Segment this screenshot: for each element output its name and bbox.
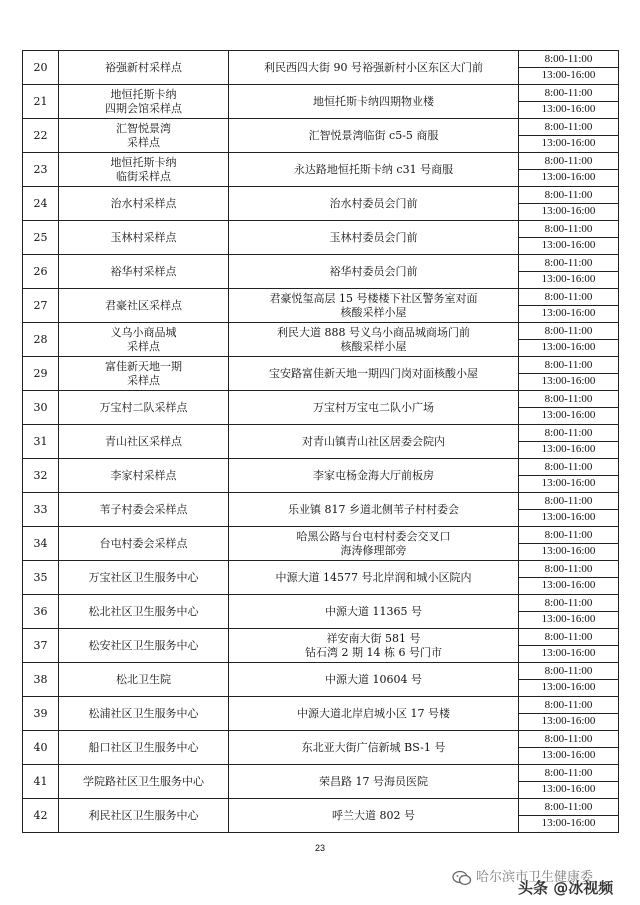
sampling-hours bbox=[519, 119, 619, 153]
row-number: 41 bbox=[23, 765, 59, 799]
site-name: 裕强新村采样点 bbox=[59, 51, 229, 85]
afternoon-hours: 13:00-16:00 bbox=[519, 543, 618, 559]
sampling-hours bbox=[519, 527, 619, 561]
table-row bbox=[23, 663, 619, 697]
table-row bbox=[23, 799, 619, 833]
afternoon-hours: 13:00-16:00 bbox=[519, 441, 618, 457]
site-name: 义乌小商品城 采样点 bbox=[59, 323, 229, 357]
morning-hours: 8:00-11:00 bbox=[544, 631, 593, 643]
site-address: 宝安路富佳新天地一期四门岗对面核酸小屋 bbox=[229, 357, 519, 391]
table-row bbox=[23, 459, 619, 493]
morning-hours: 8:00-11:00 bbox=[544, 665, 593, 677]
morning-hours: 8:00-11:00 bbox=[544, 733, 593, 745]
site-address: 君豪悦玺高层 15 号楼楼下社区警务室对面 核酸采样小屋 bbox=[229, 289, 519, 323]
afternoon-hours: 13:00-16:00 bbox=[519, 101, 618, 117]
site-address: 荣昌路 17 号海员医院 bbox=[229, 765, 519, 799]
site-address: 中源大道 10604 号 bbox=[229, 663, 519, 697]
table-row bbox=[23, 493, 619, 527]
sampling-hours bbox=[519, 425, 619, 459]
site-name: 富佳新天地一期 采样点 bbox=[59, 357, 229, 391]
row-number: 26 bbox=[23, 255, 59, 289]
morning-hours: 8:00-11:00 bbox=[544, 563, 593, 575]
sampling-hours bbox=[519, 799, 619, 833]
site-address: 哈黑公路与台屯村村委会交叉口 海涛修理部旁 bbox=[229, 527, 519, 561]
morning-hours: 8:00-11:00 bbox=[544, 155, 593, 167]
site-name: 利民社区卫生服务中心 bbox=[59, 799, 229, 833]
afternoon-hours: 13:00-16:00 bbox=[519, 135, 618, 151]
afternoon-hours: 13:00-16:00 bbox=[519, 169, 618, 185]
site-name: 松安社区卫生服务中心 bbox=[59, 629, 229, 663]
afternoon-hours: 13:00-16:00 bbox=[519, 577, 618, 593]
site-address: 中源大道北岸启城小区 17 号楼 bbox=[229, 697, 519, 731]
site-address: 汇智悦景湾临街 c5-5 商服 bbox=[229, 119, 519, 153]
site-address: 李家屯杨金海大厅前板房 bbox=[229, 459, 519, 493]
sampling-hours bbox=[519, 663, 619, 697]
site-name: 地恒托斯卡纳 临街采样点 bbox=[59, 153, 229, 187]
morning-hours: 8:00-11:00 bbox=[544, 257, 593, 269]
row-number: 31 bbox=[23, 425, 59, 459]
table-row bbox=[23, 119, 619, 153]
row-number: 20 bbox=[23, 51, 59, 85]
row-number: 42 bbox=[23, 799, 59, 833]
wechat-icon bbox=[452, 870, 472, 886]
afternoon-hours: 13:00-16:00 bbox=[519, 339, 618, 355]
sampling-hours bbox=[519, 459, 619, 493]
row-number: 30 bbox=[23, 391, 59, 425]
row-number: 36 bbox=[23, 595, 59, 629]
afternoon-hours: 13:00-16:00 bbox=[519, 305, 618, 321]
table-row bbox=[23, 697, 619, 731]
row-number: 37 bbox=[23, 629, 59, 663]
site-name: 学院路社区卫生服务中心 bbox=[59, 765, 229, 799]
morning-hours: 8:00-11:00 bbox=[544, 597, 593, 609]
watermark-account: 哈尔滨市卫生健康委 bbox=[476, 870, 594, 885]
morning-hours: 8:00-11:00 bbox=[544, 223, 593, 235]
row-number: 38 bbox=[23, 663, 59, 697]
sampling-hours bbox=[519, 187, 619, 221]
site-name: 治水村采样点 bbox=[59, 187, 229, 221]
table-row bbox=[23, 289, 619, 323]
afternoon-hours: 13:00-16:00 bbox=[519, 373, 618, 389]
afternoon-hours: 13:00-16:00 bbox=[519, 237, 618, 253]
sampling-hours bbox=[519, 561, 619, 595]
afternoon-hours: 13:00-16:00 bbox=[519, 611, 618, 627]
site-address: 治水村委员会门前 bbox=[229, 187, 519, 221]
row-number: 23 bbox=[23, 153, 59, 187]
sampling-hours bbox=[519, 493, 619, 527]
site-name: 松浦社区卫生服务中心 bbox=[59, 697, 229, 731]
site-address: 利民大道 888 号义乌小商品城商场门前 核酸采样小屋 bbox=[229, 323, 519, 357]
sampling-hours bbox=[519, 255, 619, 289]
site-address: 地恒托斯卡纳四期物业楼 bbox=[229, 85, 519, 119]
afternoon-hours: 13:00-16:00 bbox=[519, 271, 618, 287]
row-number: 21 bbox=[23, 85, 59, 119]
sampling-hours bbox=[519, 85, 619, 119]
site-name: 松北卫生院 bbox=[59, 663, 229, 697]
sampling-hours bbox=[519, 765, 619, 799]
afternoon-hours: 13:00-16:00 bbox=[519, 781, 618, 797]
sampling-hours bbox=[519, 595, 619, 629]
site-name: 船口社区卫生服务中心 bbox=[59, 731, 229, 765]
site-address: 祥安南大街 581 号 钻石湾 2 期 14 栋 6 号门市 bbox=[229, 629, 519, 663]
morning-hours: 8:00-11:00 bbox=[544, 393, 593, 405]
morning-hours: 8:00-11:00 bbox=[544, 53, 593, 65]
afternoon-hours: 13:00-16:00 bbox=[519, 67, 618, 83]
morning-hours: 8:00-11:00 bbox=[544, 87, 593, 99]
table-row bbox=[23, 51, 619, 85]
row-number: 22 bbox=[23, 119, 59, 153]
sampling-hours bbox=[519, 323, 619, 357]
site-address: 对青山镇青山社区居委会院内 bbox=[229, 425, 519, 459]
site-address: 永达路地恒托斯卡纳 c31 号商服 bbox=[229, 153, 519, 187]
table-body bbox=[23, 51, 619, 833]
table-row bbox=[23, 391, 619, 425]
morning-hours: 8:00-11:00 bbox=[544, 427, 593, 439]
site-address: 裕华村委员会门前 bbox=[229, 255, 519, 289]
morning-hours: 8:00-11:00 bbox=[544, 189, 593, 201]
afternoon-hours: 13:00-16:00 bbox=[519, 679, 618, 695]
site-name: 苇子村委会采样点 bbox=[59, 493, 229, 527]
page-number: 23 bbox=[314, 843, 325, 853]
table-row bbox=[23, 221, 619, 255]
site-name: 青山社区采样点 bbox=[59, 425, 229, 459]
site-name: 地恒托斯卡纳 四期会馆采样点 bbox=[59, 85, 229, 119]
row-number: 27 bbox=[23, 289, 59, 323]
morning-hours: 8:00-11:00 bbox=[544, 699, 593, 711]
site-name: 台屯村委会采样点 bbox=[59, 527, 229, 561]
sampling-hours bbox=[519, 629, 619, 663]
row-number: 32 bbox=[23, 459, 59, 493]
table-row bbox=[23, 629, 619, 663]
table-row bbox=[23, 153, 619, 187]
row-number: 39 bbox=[23, 697, 59, 731]
morning-hours: 8:00-11:00 bbox=[544, 359, 593, 371]
morning-hours: 8:00-11:00 bbox=[544, 801, 593, 813]
morning-hours: 8:00-11:00 bbox=[544, 461, 593, 473]
site-name: 汇智悦景湾 采样点 bbox=[59, 119, 229, 153]
row-number: 29 bbox=[23, 357, 59, 391]
afternoon-hours: 13:00-16:00 bbox=[519, 509, 618, 525]
sampling-hours bbox=[519, 289, 619, 323]
site-name: 松北社区卫生服务中心 bbox=[59, 595, 229, 629]
watermark-platform: 头条 @冰视频 bbox=[518, 879, 614, 897]
site-address: 中源大道 14577 号北岸润和城小区院内 bbox=[229, 561, 519, 595]
morning-hours: 8:00-11:00 bbox=[544, 495, 593, 507]
row-number: 34 bbox=[23, 527, 59, 561]
table-row bbox=[23, 255, 619, 289]
morning-hours: 8:00-11:00 bbox=[544, 767, 593, 779]
site-name: 万宝社区卫生服务中心 bbox=[59, 561, 229, 595]
sampling-hours bbox=[519, 391, 619, 425]
sampling-hours bbox=[519, 221, 619, 255]
table-row bbox=[23, 765, 619, 799]
site-name: 万宝村二队采样点 bbox=[59, 391, 229, 425]
sampling-hours bbox=[519, 153, 619, 187]
site-name: 玉林村采样点 bbox=[59, 221, 229, 255]
site-address: 中源大道 11365 号 bbox=[229, 595, 519, 629]
table-row bbox=[23, 323, 619, 357]
morning-hours: 8:00-11:00 bbox=[544, 529, 593, 541]
row-number: 25 bbox=[23, 221, 59, 255]
morning-hours: 8:00-11:00 bbox=[544, 325, 593, 337]
site-address: 万宝村万宝屯二队小广场 bbox=[229, 391, 519, 425]
table-row bbox=[23, 425, 619, 459]
watermark bbox=[452, 864, 632, 896]
morning-hours: 8:00-11:00 bbox=[544, 121, 593, 133]
afternoon-hours: 13:00-16:00 bbox=[519, 713, 618, 729]
sampling-hours bbox=[519, 51, 619, 85]
site-address: 乐业镇 817 乡道北侧苇子村村委会 bbox=[229, 493, 519, 527]
sampling-hours bbox=[519, 357, 619, 391]
sampling-hours bbox=[519, 697, 619, 731]
afternoon-hours: 13:00-16:00 bbox=[519, 407, 618, 423]
site-address: 东北亚大街广信新城 BS-1 号 bbox=[229, 731, 519, 765]
row-number: 24 bbox=[23, 187, 59, 221]
sampling-points-table bbox=[22, 50, 619, 833]
site-address: 玉林村委员会门前 bbox=[229, 221, 519, 255]
row-number: 33 bbox=[23, 493, 59, 527]
site-name: 李家村采样点 bbox=[59, 459, 229, 493]
site-address: 利民西四大街 90 号裕强新村小区东区大门前 bbox=[229, 51, 519, 85]
table-row bbox=[23, 595, 619, 629]
site-address: 呼兰大道 802 号 bbox=[229, 799, 519, 833]
row-number: 40 bbox=[23, 731, 59, 765]
afternoon-hours: 13:00-16:00 bbox=[519, 475, 618, 491]
table-row bbox=[23, 85, 619, 119]
morning-hours: 8:00-11:00 bbox=[544, 291, 593, 303]
row-number: 28 bbox=[23, 323, 59, 357]
site-name: 裕华村采样点 bbox=[59, 255, 229, 289]
afternoon-hours: 13:00-16:00 bbox=[519, 747, 618, 763]
table-row bbox=[23, 527, 619, 561]
afternoon-hours: 13:00-16:00 bbox=[519, 645, 618, 661]
site-name: 君豪社区采样点 bbox=[59, 289, 229, 323]
afternoon-hours: 13:00-16:00 bbox=[519, 815, 618, 831]
row-number: 35 bbox=[23, 561, 59, 595]
table-row bbox=[23, 357, 619, 391]
table-row bbox=[23, 561, 619, 595]
table-row bbox=[23, 187, 619, 221]
sampling-hours bbox=[519, 731, 619, 765]
table-row bbox=[23, 731, 619, 765]
afternoon-hours: 13:00-16:00 bbox=[519, 203, 618, 219]
